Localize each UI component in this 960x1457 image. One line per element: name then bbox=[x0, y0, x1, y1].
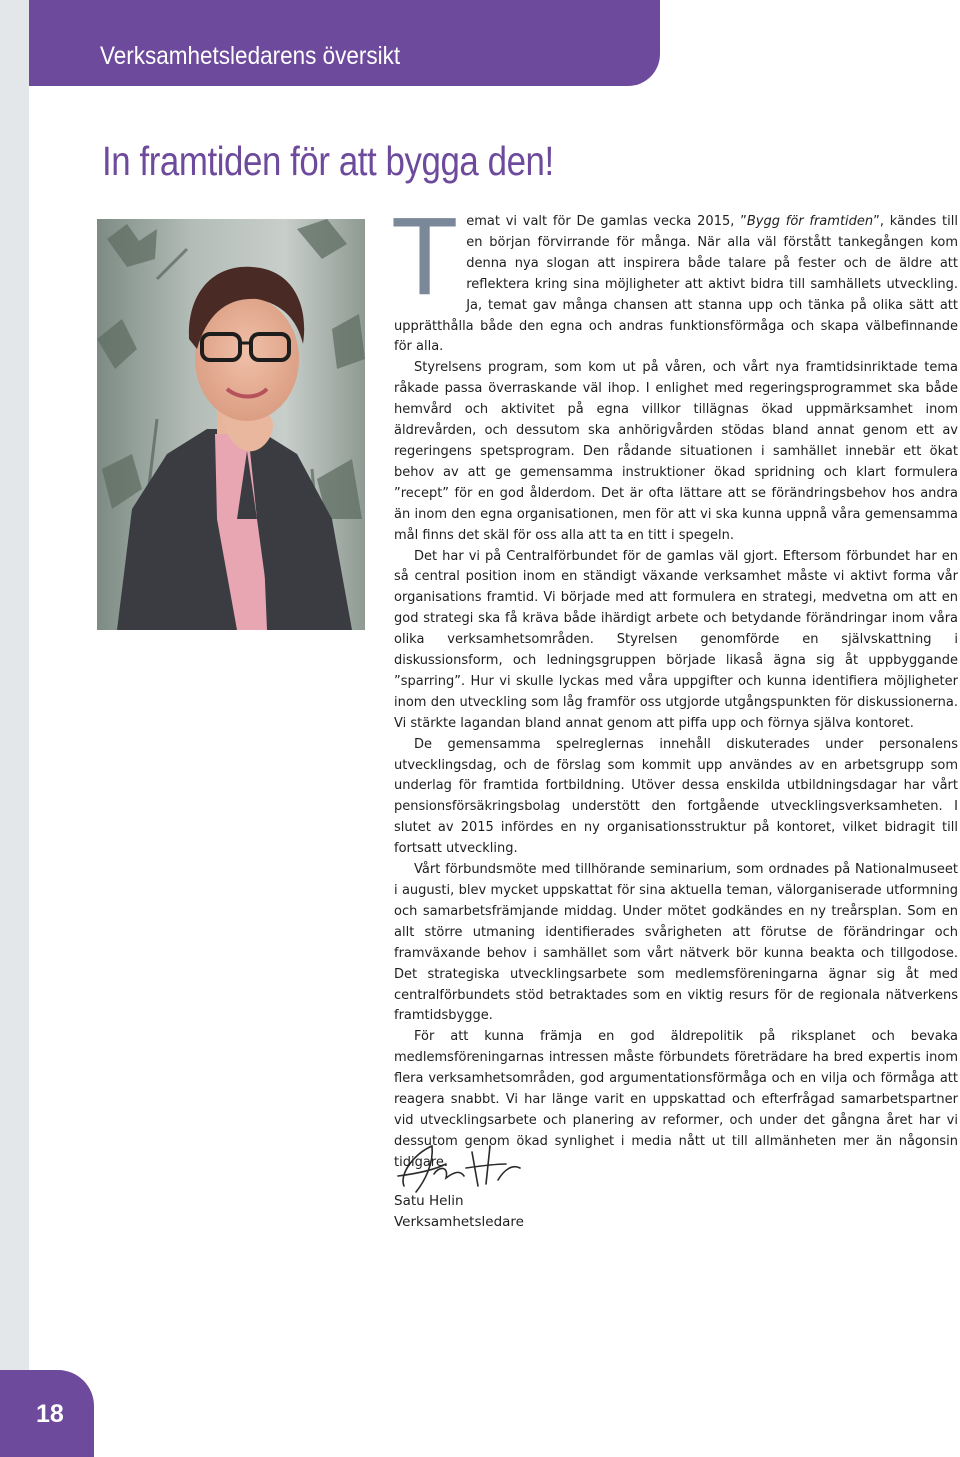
article-body bbox=[391, 195, 958, 1174]
portrait-photo bbox=[97, 219, 365, 630]
section-label: Verksamhetsledarens översikt bbox=[100, 42, 401, 70]
side-strip bbox=[0, 0, 29, 1457]
handwritten-signature-icon bbox=[394, 1134, 534, 1198]
page-number: 18 bbox=[36, 1400, 64, 1428]
article-paragraph: För att kunna främja en god äldrepolitik på riksplanet och bevaka medlemsföreningarnas intressen måste förbundets företrädare ha bred expertis inom flera verksamhetsområden, god argumentationsförmåga och en vilja och förmåga att reagera snabbt. Vi har länge varit en uppskattad och efterfrågad samarbetspartner vid utvecklingsarbete och planering av reformer, och under det gångna året har vi dessutom genom ökad synlighet i media nått ut till allmänheten mer än någonsin tidigare. bbox=[394, 1029, 958, 1170]
portrait-image bbox=[97, 219, 365, 630]
paragraph-text: emat vi valt för De gamlas vecka 2015, ” bbox=[466, 214, 747, 229]
signatory-role: Verksamhetsledare bbox=[394, 1214, 524, 1230]
article-paragraph bbox=[391, 195, 958, 358]
dropcap-letter: T bbox=[391, 195, 459, 318]
paragraph-text: ”, kändes till en början förvirrande för många. När alla väl förstått tankegången kom denna nya slogan att inspirera både talare på fester och de äldre att reflektera kring sina möjligheter att aktivt bidra till samhällets utveckling. Ja, temat gav många chansen att stanna upp och tänka på olika sätt att upprätthålla både den egna och andras funktionsförmåga och skapa välbefinnande för alla. bbox=[394, 214, 958, 355]
article-paragraph: Styrelsens program, som kom ut på våren, och vårt nya framtidsinriktade tema råkade passa överraskande väl ihop. I enlighet med regeringsprogrammet ska både hemvård och aktivitet på egna villkor tillägnas ökad uppmärksamhet inom äldrevården, och dessutom ska anhörigvården stödas bland annat genom ett av regeringens spetsprogram. Den rådande situationen i samhället innebär ett ökat behov av att ge gemensamma instruktioner ökad spridning och klart formulera ”recept” för en god ålderdom. Det är ofta lättare att se förändringsbehov hos andra än inom den egna organisationen, men för att vi ska kunna uppnå våra gemensamma mål finns det skäl för oss alla att ta en titt i spegeln. bbox=[394, 360, 958, 543]
article-paragraph: Vårt förbundsmöte med tillhörande seminarium, som ordnades på Nationalmuseet i augusti, blev mycket uppskattat för sina aktuella teman, välorganiserade utformning och samarbetsfrämjande middag. Under mötet godkändes en ny treårsplan. Som en allt större utmaning identifierades svårigheten att förutse de förändringar och framväxande behov i samhället som vårt nätverk bör kunna beakta och tillgodose. Det strategiska utvecklingsarbete som medlemsföreningarna ägnar sig åt med centralförbundets stöd betraktades som en viktig resurs för de regionala nätverkens framtidsbygge. bbox=[394, 862, 958, 1024]
article-paragraph: De gemensamma spelreglernas innehåll diskuterades under personalens utvecklingsdag, och de förslag som kommit upp användes av en arbetsgrupp som underlag för framtida fortbildning. Utöver dessa enskilda utbildningsdagar har vårt pensionsförsäkringsbolag understött den fortgående utvecklingsverksamheten. I slutet av 2015 infördes en ny organisationsstruktur på kontoret, vilket bidragit till fortsatt utveckling. bbox=[394, 736, 958, 857]
signatory-name: Satu Helin bbox=[394, 1193, 464, 1209]
article-paragraph: Det har vi på Centralförbundet för de gamlas väl gjort. Eftersom förbundet har en så central position inom en ständigt växande verksamhet måste vi aktivt forma vår organisations framtid. Vi började med att formulera en strategi, medvetna om att en god strategi ska få kräva både ihärdigt arbete och betydande förändringar inom våra olika verksamhetsområden. Styrelsen genomförde en självskattning i diskussionsform, och ledningsgruppen började likaså ägna sig åt uppbyggande ”sparring”. Hur vi skulle lyckas med våra uppgifter och kunna identifiera möjligheter inom den utveckling som låg framför oss utgjorde utgångspunkten för diskussionerna. Vi stärkte lagandan bland annat genom att piffa upp och förnya själva kontoret. bbox=[394, 548, 958, 731]
page-title: In framtiden för att bygga den! bbox=[102, 138, 554, 184]
emphasis-text: Bygg för framtiden bbox=[746, 214, 874, 229]
